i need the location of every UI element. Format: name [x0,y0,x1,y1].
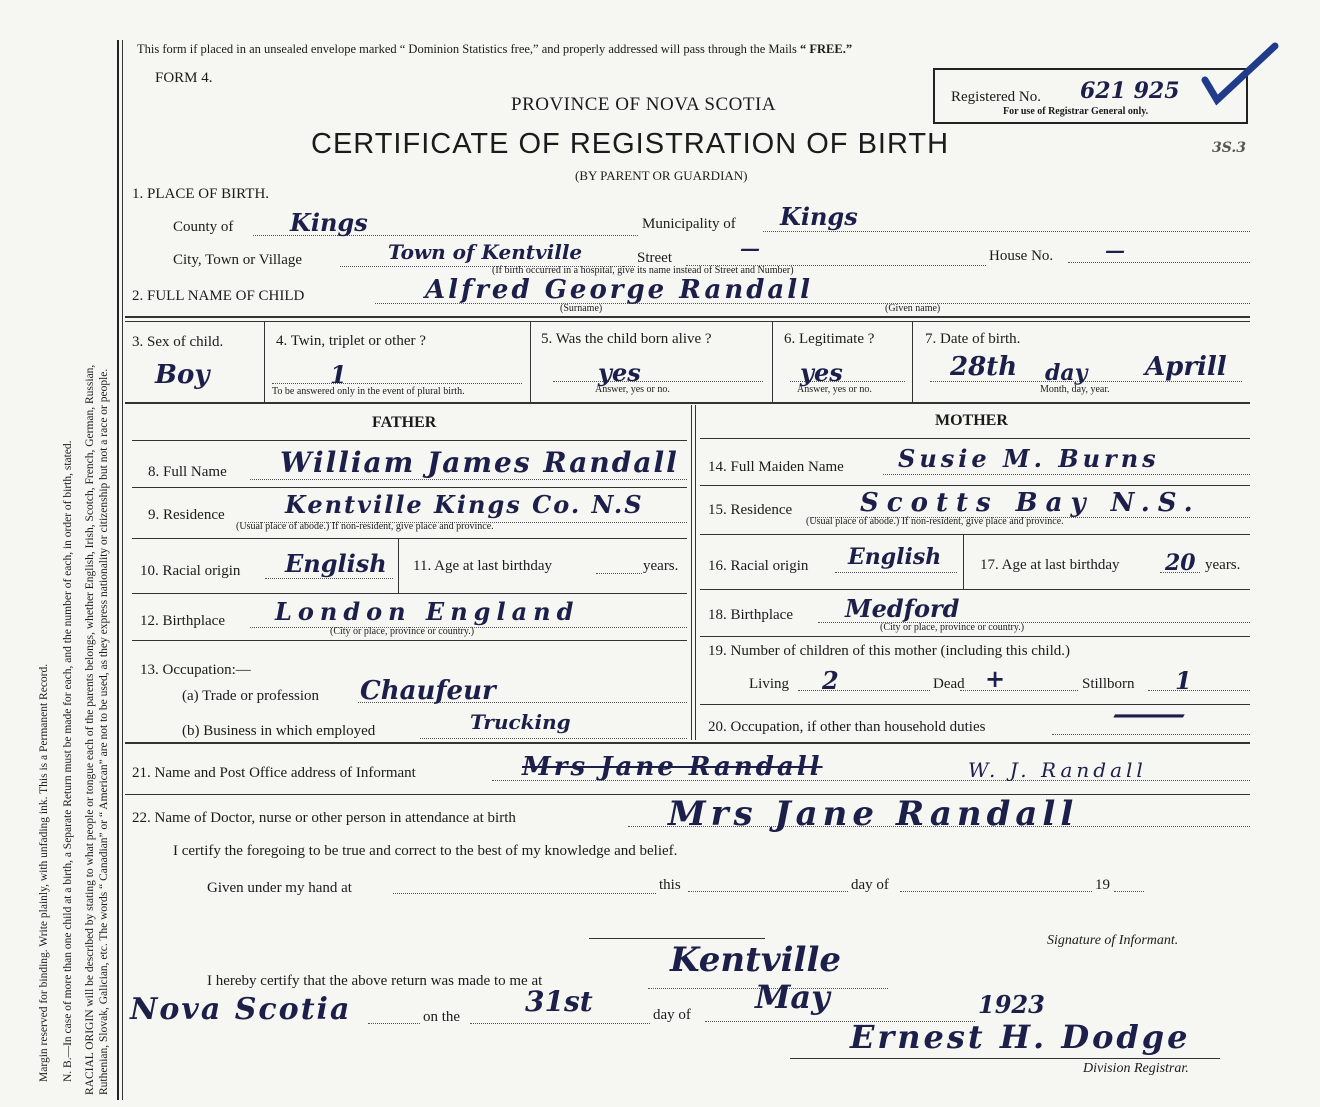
day-of-label: day of [653,1007,691,1023]
dob-label: 7. Date of birth. [925,331,1021,347]
child-name-value: Alfred George Randall [425,275,813,305]
dead-value: + [985,664,1006,693]
margin-note-2: N. B.—In case of more than one child at a birth, a Separate Return must be made for each, and the number of each, in order of birth, stated. [62,440,74,1082]
certificate-title: CERTIFICATE OF REGISTRATION OF BIRTH [311,128,950,160]
stamp-mark: 3S.3 [1212,140,1246,156]
county-value: Kings [290,208,368,237]
municipality-value: Kings [780,202,858,231]
mother-birthplace-note: (City or place, province or country.) [880,622,1025,633]
living-label: Living [749,676,789,692]
legit-note: Answer, yes or no. [797,384,872,395]
place-heading: 1. PLACE OF BIRTH. [132,186,270,202]
dob-note: Month, day, year. [1040,384,1110,395]
doctor-label: 22. Name of Doctor, nurse or other person in attendance at birth [132,810,516,826]
registrar-signature: Ernest H. Dodge [850,1018,1191,1056]
form-number: FORM 4. [155,70,213,86]
margin-note-4: Ruthenian, Slovak, Galician, etc. The words “ Canadian” or “ American” are not to be used, as they express nationality or citizenship but not a race or people. [98,368,110,1095]
dob-day-value: 28th [950,352,1018,382]
registered-label: Registered No. [951,89,1041,105]
father-name-label: 8. Full Name [148,464,227,480]
certificate-subtitle: (BY PARENT OR GUARDIAN) [575,168,748,183]
street-label: Street [637,250,672,266]
father-race-value: English [285,549,387,578]
dead-label: Dead [933,676,965,692]
mail-notice: This form if placed in an unsealed envelope marked “ Dominion Statistics free,” and properly addressed will pass through the Mails “ FREE.” [137,42,853,56]
children-count-label: 19. Number of children of this mother (including this child.) [708,643,1071,659]
doctor-value: Mrs Jane Randall [668,794,1079,834]
father-birthplace-label: 12. Birthplace [140,613,225,629]
trade-value: Chaufeur [360,676,496,706]
father-residence-value: Kentville Kings Co. N.S [285,490,644,519]
dob-month-value: Aprill [1145,352,1227,382]
informant-struck-value: Mrs Jane Randall [522,752,823,782]
sex-label: 3. Sex of child. [132,334,224,350]
twin-value: 1 [330,360,347,389]
dob-day-word: day [1045,360,1088,386]
mother-name-label: 14. Full Maiden Name [708,459,844,475]
business-value: Trucking [470,710,571,734]
given-year-label: 19 [1095,877,1110,893]
margin-note-3: RACIAL ORIGIN will be described by stating to what people or tongue each of the parents belongs, whether English, Irish, Scotch, French, German, Russian, [84,364,96,1095]
father-age-label: 11. Age at last birthday [413,558,552,574]
mother-occupation-value: — [1110,700,1188,730]
province-value: Nova Scotia [130,992,352,1027]
mother-birthplace-value: Medford [845,594,960,623]
father-residence-note: (Usual place of abode.) If non-resident, give place and province. [236,521,494,532]
house-value: — [1105,238,1125,262]
child-name-label: 2. FULL NAME OF CHILD [132,288,305,304]
stillborn-label: Stillborn [1082,676,1135,692]
county-label: County of [173,219,234,235]
mother-age-unit: years. [1205,557,1241,573]
mother-heading: MOTHER [935,412,1008,429]
given-day-label: day of [851,877,889,893]
father-heading: FATHER [372,414,437,431]
informant-signature-label: Signature of Informant. [1047,933,1179,948]
mother-age-value: 20 [1165,550,1196,576]
registration-month-value: May [755,978,830,1016]
mother-residence-note: (Usual place of abode.) If non-resident, give place and province. [806,516,1064,527]
mother-race-value: English [848,544,942,570]
division-registrar-label: Division Registrar. [1083,1061,1189,1076]
twin-note: To be answered only in the event of plural birth. [272,386,465,397]
given-label: Given under my hand at [207,880,352,896]
mother-race-label: 16. Racial origin [708,558,809,574]
legit-value: yes [800,358,843,387]
alive-value: yes [598,358,641,387]
street-value: — [740,236,760,260]
binding-margin [0,0,118,1107]
city-label: City, Town or Village [173,252,303,268]
municipality-label: Municipality of [642,216,736,232]
margin-note-1: Margin reserved for binding. Write plainly, with unfading ink. This is a Permanent Record. [38,663,50,1082]
registration-year-value: 1923 [978,990,1045,1019]
mother-birthplace-label: 18. Birthplace [708,607,793,623]
informant-value: W. J. Randall [968,758,1147,782]
given-note: (Given name) [885,303,941,314]
father-residence-label: 9. Residence [148,507,225,523]
certify-text: I certify the foregoing to be true and correct to the best of my knowledge and belief. [173,843,678,859]
father-birthplace-value: London England [275,597,580,626]
father-occupation-label: 13. Occupation:— [140,662,251,678]
father-birthplace-note: (City or place, province or country.) [330,626,475,637]
mother-residence-value: Scotts Bay N.S. [860,488,1201,518]
mother-occupation-label: 20. Occupation, if other than household duties [708,719,986,735]
living-value: 2 [822,666,839,695]
registration-place-value: Kentville [670,940,841,980]
hereby-text: I hereby certify that the above return was made to me at [207,973,543,989]
mother-age-label: 17. Age at last birthday [980,557,1120,573]
hospital-note: (If birth occurred in a hospital, give its name instead of Street and Number) [492,265,794,276]
province-title: PROVINCE OF NOVA SCOTIA [511,94,777,115]
mother-residence-label: 15. Residence [708,502,793,518]
father-race-label: 10. Racial origin [140,563,241,579]
check-mark [1195,40,1285,110]
registration-day-value: 31st [525,985,593,1018]
mother-name-value: Susie M. Burns [898,444,1160,473]
legit-label: 6. Legitimate ? [784,331,875,347]
margin-border [117,40,119,1100]
house-label: House No. [989,248,1054,264]
trade-label: (a) Trade or profession [182,688,320,704]
margin-border-inner [122,40,123,1100]
father-name-value: William James Randall [280,446,679,479]
business-label: (b) Business in which employed [182,723,376,739]
twin-label: 4. Twin, triplet or other ? [276,333,426,349]
father-age-unit: years. [643,558,679,574]
alive-note: Answer, yes or no. [595,384,670,395]
city-value: Town of Kentville [388,240,583,264]
registered-number: 621 925 [1080,78,1180,104]
given-this-label: this [659,877,681,893]
alive-label: 5. Was the child born alive ? [541,331,712,347]
stillborn-value: 1 [1175,666,1192,695]
sex-value: Boy [155,360,210,390]
on-the-label: on the [423,1009,461,1025]
registrar-note: For use of Registrar General only. [1003,106,1149,117]
surname-note: (Surname) [560,303,603,314]
informant-label: 21. Name and Post Office address of Informant [132,765,416,781]
